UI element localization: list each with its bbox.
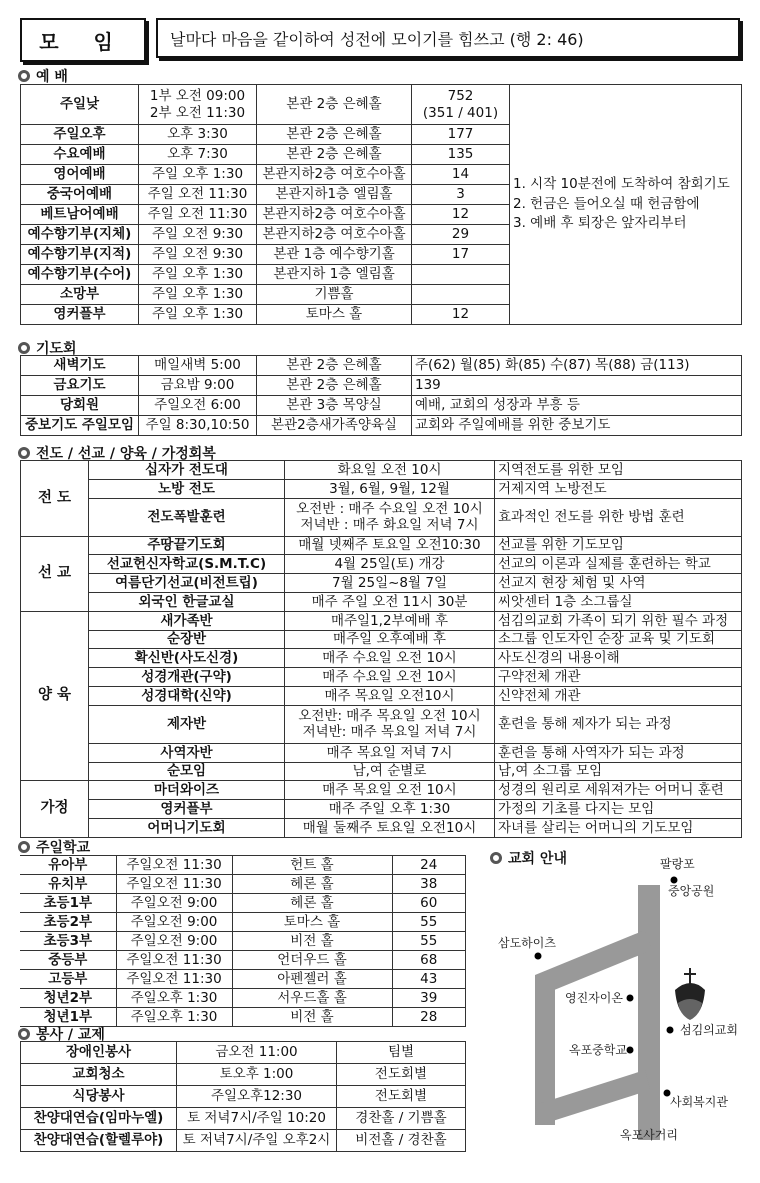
mission-time: 매주 수요일 오전 10시	[285, 668, 495, 687]
mission-name: 새가족반	[89, 611, 285, 630]
ss-time: 주일오전 11:30	[116, 856, 232, 875]
worship-time: 주일 오후 1:30	[139, 285, 257, 305]
worship-place: 토마스 홀	[257, 305, 412, 325]
header-title: 모 임	[39, 29, 127, 54]
mission-desc: 신약전체 개관	[495, 686, 742, 705]
mission-desc: 지역전도를 위한 모임	[495, 461, 742, 480]
sunday-school-row	[20, 913, 466, 932]
worship-time: 주일 오후 1:30	[139, 265, 257, 285]
mission-name: 확신반(사도신경)	[89, 649, 285, 668]
mission-desc: 소그룹 인도자인 순장 교육 및 기도회	[495, 630, 742, 649]
marker-yeongjin	[627, 995, 634, 1002]
worship-title: 예 배	[36, 69, 68, 85]
sunday-school-row	[20, 932, 466, 951]
mission-name: 선교헌신자학교(S.M.T.C)	[89, 555, 285, 574]
worship-name: 영어예배	[21, 165, 139, 185]
ss-count: 55	[392, 932, 466, 951]
service-name: 식당봉사	[21, 1086, 177, 1108]
ss-name: 중등부	[20, 951, 116, 970]
mission-group-label: 양 육	[21, 611, 89, 781]
mission-row	[21, 649, 742, 668]
ss-time: 주일오전 9:00	[116, 894, 232, 913]
mission-row	[21, 479, 742, 498]
service-name: 찬양대연습(할렐루야)	[21, 1130, 177, 1152]
worship-count	[412, 265, 510, 285]
prayer-table	[20, 355, 742, 436]
worship-place: 본관지하2층 여호수아홀	[257, 225, 412, 245]
mission-name: 전도폭발훈련	[89, 498, 285, 536]
label-jungang: 중앙공원	[668, 884, 715, 898]
service-time: 금오전 11:00	[177, 1042, 337, 1064]
mission-row	[21, 611, 742, 630]
mission-row	[21, 630, 742, 649]
prayer-time: 매일새벽 5:00	[139, 356, 257, 376]
sunday-school-row	[20, 970, 466, 989]
worship-name: 예수향기부(지적)	[21, 245, 139, 265]
service-table	[20, 1041, 466, 1152]
worship-time: 오후 3:30	[139, 125, 257, 145]
worship-note: 2. 헌금은 들어오실 때 헌금함에	[513, 195, 700, 212]
mission-name: 순장반	[89, 630, 285, 649]
mission-row	[21, 592, 742, 611]
ss-count: 28	[392, 1008, 466, 1027]
mission-name: 영커플부	[89, 800, 285, 819]
service-row	[21, 1064, 466, 1086]
bullet-icon	[18, 841, 30, 853]
mission-desc: 선교를 위한 기도모임	[495, 536, 742, 555]
mission-group-label: 전 도	[21, 461, 89, 537]
motto-box	[156, 18, 740, 58]
worship-count: 752 (351 / 401)	[412, 85, 510, 125]
map-roads	[535, 885, 660, 1140]
ss-count: 39	[392, 989, 466, 1008]
ss-count: 38	[392, 875, 466, 894]
service-note: 전도회별	[337, 1064, 466, 1086]
label-welfare: 사회복지관	[670, 1095, 728, 1109]
service-time: 토 저녁7시/주일 10:20	[177, 1108, 337, 1130]
prayer-name: 금요기도	[21, 376, 139, 396]
ss-time: 주일오전 11:30	[116, 875, 232, 894]
service-row	[21, 1130, 466, 1152]
ss-time: 주일오전 11:30	[116, 970, 232, 989]
mission-desc: 남,여 소그룹 모임	[495, 762, 742, 781]
ss-name: 청년1부	[20, 1008, 116, 1027]
ss-place: 비전 홀	[232, 1008, 392, 1027]
mission-desc: 선교의 이론과 실제를 훈련하는 학교	[495, 555, 742, 574]
prayer-place: 본관 2층 은혜홀	[257, 356, 412, 376]
worship-time: 주일 오전 9:30	[139, 225, 257, 245]
ss-place: 토마스 홀	[232, 913, 392, 932]
mission-time: 남,여 순별로	[285, 762, 495, 781]
worship-name: 주일낮	[21, 85, 139, 125]
prayer-row	[21, 396, 742, 416]
ss-count: 24	[392, 856, 466, 875]
service-time: 토오후 1:00	[177, 1064, 337, 1086]
mission-row	[21, 818, 742, 837]
mission-time: 3월, 6월, 9월, 12월	[285, 479, 495, 498]
worship-count: 135	[412, 145, 510, 165]
mission-time: 매월 넷째주 토요일 오전10:30	[285, 536, 495, 555]
worship-place: 본관지하1층 엘림홀	[257, 185, 412, 205]
worship-name: 중국어예배	[21, 185, 139, 205]
mission-desc: 효과적인 전도를 위한 방법 훈련	[495, 498, 742, 536]
mission-name: 여름단기선교(비전트립)	[89, 574, 285, 593]
service-time: 주일오후12:30	[177, 1086, 337, 1108]
mission-row	[21, 705, 742, 743]
service-name: 교회청소	[21, 1064, 177, 1086]
worship-time: 주일 오후 1:30	[139, 305, 257, 325]
label-okpo-cross: 옥포사거리	[620, 1128, 678, 1142]
mission-name: 마더와이즈	[89, 781, 285, 800]
ss-time: 주일오후 1:30	[116, 989, 232, 1008]
mission-desc: 거제지역 노방전도	[495, 479, 742, 498]
sunday-school-row	[20, 894, 466, 913]
worship-count: 177	[412, 125, 510, 145]
mission-desc: 훈련을 통해 제자가 되는 과정	[495, 705, 742, 743]
ss-name: 고등부	[20, 970, 116, 989]
sunday-school-table	[20, 855, 466, 1027]
mission-desc: 자녀를 살리는 어머니의 기도모임	[495, 818, 742, 837]
service-name: 장애인봉사	[21, 1042, 177, 1064]
mission-row	[21, 536, 742, 555]
mission-row	[21, 686, 742, 705]
service-row	[21, 1108, 466, 1130]
mission-desc: 사도신경의 내용이해	[495, 649, 742, 668]
mission-group-label: 선 교	[21, 536, 89, 611]
church-logo	[675, 968, 705, 1021]
sunday-school-row	[20, 989, 466, 1008]
prayer-time: 주일오전 6:00	[139, 396, 257, 416]
worship-count: 17	[412, 245, 510, 265]
worship-time: 주일 오전 11:30	[139, 205, 257, 225]
mission-time: 오전반: 매주 목요일 오전 10시 저녁반: 매주 목요일 저녁 7시	[285, 705, 495, 743]
road-main-vertical	[638, 885, 660, 1140]
bullet-icon	[18, 70, 30, 82]
mission-time: 매주 수요일 오전 10시	[285, 649, 495, 668]
ss-place: 언더우드 홀	[232, 951, 392, 970]
mission-time: 매월 둘째주 토요일 오전10시	[285, 818, 495, 837]
prayer-place: 본관2층새가족양육실	[257, 416, 412, 436]
prayer-row	[21, 376, 742, 396]
mission-name: 성경대학(신약)	[89, 686, 285, 705]
ss-count: 43	[392, 970, 466, 989]
ss-name: 초등3부	[20, 932, 116, 951]
ss-place: 서우드홀 홀	[232, 989, 392, 1008]
service-name: 찬양대연습(임마누엘)	[21, 1108, 177, 1130]
worship-time: 오후 7:30	[139, 145, 257, 165]
worship-note: 3. 예배 후 퇴장은 앞자리부터	[513, 215, 687, 232]
mission-name: 성경개관(구약)	[89, 668, 285, 687]
worship-place: 본관 1층 예수향기홀	[257, 245, 412, 265]
service-note: 팀별	[337, 1042, 466, 1064]
worship-notes	[510, 85, 742, 325]
ss-name: 유아부	[20, 856, 116, 875]
prayer-name: 새벽기도	[21, 356, 139, 376]
ss-place: 헤론 홀	[232, 875, 392, 894]
mission-row	[21, 555, 742, 574]
worship-time: 주일 오전 11:30	[139, 185, 257, 205]
ss-time: 주일오전 9:00	[116, 913, 232, 932]
label-palrangpo: 팔랑포	[660, 857, 695, 871]
worship-count: 29	[412, 225, 510, 245]
sunday-school-row	[20, 875, 466, 894]
service-note: 비전홀 / 경찬홀	[337, 1130, 466, 1152]
worship-place: 본관 2층 은혜홀	[257, 85, 412, 125]
prayer-note: 주(62) 월(85) 화(85) 수(87) 목(88) 금(113)	[412, 356, 742, 376]
mission-desc: 성경의 원리로 세워져가는 어머니 훈련	[495, 781, 742, 800]
label-church: 섬김의교회	[680, 1023, 738, 1037]
mission-time: 매주 목요일 오전10시	[285, 686, 495, 705]
mission-time: 매주 목요일 오전 10시	[285, 781, 495, 800]
worship-table	[20, 84, 742, 325]
ss-place: 비전 홀	[232, 932, 392, 951]
mission-name: 십자가 전도대	[89, 461, 285, 480]
ss-time: 주일오후 1:30	[116, 1008, 232, 1027]
mission-name: 어머니기도회	[89, 818, 285, 837]
mission-time: 7월 25일~8월 7일	[285, 574, 495, 593]
ss-name: 초등1부	[20, 894, 116, 913]
service-row	[21, 1042, 466, 1064]
mission-row	[21, 762, 742, 781]
mission-row	[21, 743, 742, 762]
sunday-school-title: 주일학교	[36, 840, 91, 856]
worship-name: 수요예배	[21, 145, 139, 165]
marker-jungang	[671, 877, 678, 884]
worship-place: 본관 2층 은혜홀	[257, 145, 412, 165]
mission-name: 주땅끝기도회	[89, 536, 285, 555]
ss-place: 헌트 홀	[232, 856, 392, 875]
mission-desc: 씨앗센터 1층 소그룹실	[495, 592, 742, 611]
service-row	[21, 1086, 466, 1108]
ss-time: 주일오전 9:00	[116, 932, 232, 951]
marker-samdo	[535, 953, 542, 960]
service-title: 봉사 / 교제	[36, 1027, 105, 1043]
mission-row	[21, 498, 742, 536]
worship-name: 베트남어예배	[21, 205, 139, 225]
prayer-name: 당회원	[21, 396, 139, 416]
marker-church	[667, 1027, 674, 1034]
ss-name: 유치부	[20, 875, 116, 894]
worship-section-title	[18, 66, 68, 86]
marker-okpo-ms	[627, 1047, 634, 1054]
worship-row	[21, 85, 742, 125]
worship-place: 본관지하 1층 엘림홀	[257, 265, 412, 285]
bullet-icon	[18, 1028, 30, 1040]
prayer-note: 교회와 주일예배를 위한 중보기도	[412, 416, 742, 436]
sunday-school-row	[20, 951, 466, 970]
worship-name: 소망부	[21, 285, 139, 305]
label-okpo-ms: 옥포중학교	[569, 1043, 627, 1057]
prayer-row	[21, 356, 742, 376]
prayer-note: 139	[412, 376, 742, 396]
section-header-box	[20, 18, 146, 62]
ss-place: 아펜젤러 홀	[232, 970, 392, 989]
motto-text: 날마다 마음을 같이하여 성전에 모이기를 힘쓰고 (행 2: 46)	[170, 29, 584, 49]
sunday-school-row	[20, 856, 466, 875]
worship-time: 주일 오전 9:30	[139, 245, 257, 265]
prayer-place: 본관 3층 목양실	[257, 396, 412, 416]
mission-time: 매주일1,2부예배 후	[285, 611, 495, 630]
worship-place: 본관지하2층 여호수아홀	[257, 205, 412, 225]
prayer-name: 중보기도 주일모임	[21, 416, 139, 436]
mission-row	[21, 668, 742, 687]
mission-time: 매주 주일 오후 1:30	[285, 800, 495, 819]
prayer-note: 예배, 교회의 성장과 부흥 등	[412, 396, 742, 416]
mission-row	[21, 461, 742, 480]
ss-name: 초등2부	[20, 913, 116, 932]
ss-count: 68	[392, 951, 466, 970]
worship-note: 1. 시작 10분전에 도착하여 참회기도	[513, 176, 730, 193]
mission-row	[21, 781, 742, 800]
mission-name: 제자반	[89, 705, 285, 743]
mission-name: 사역자반	[89, 743, 285, 762]
mission-desc: 선교지 현장 체험 및 사역	[495, 574, 742, 593]
bullet-icon	[18, 447, 30, 459]
mission-title: 전도 / 선교 / 양육 / 가정회복	[36, 446, 216, 462]
service-note: 경찬홀 / 기쁨홀	[337, 1108, 466, 1130]
worship-place: 기쁨홀	[257, 285, 412, 305]
worship-name: 예수향기부(수어)	[21, 265, 139, 285]
map-title: 교회 안내	[508, 851, 567, 867]
ss-count: 60	[392, 894, 466, 913]
sunday-school-section-title	[18, 837, 90, 857]
mission-desc: 구약전체 개관	[495, 668, 742, 687]
mission-time: 오전반 : 매주 수요일 오전 10시 저녁반 : 매주 화요일 저녁 7시	[285, 498, 495, 536]
mission-time: 매주일 오후예배 후	[285, 630, 495, 649]
prayer-time: 주일 8:30,10:50	[139, 416, 257, 436]
bullet-icon	[18, 342, 30, 354]
mission-name: 순모임	[89, 762, 285, 781]
mission-time: 매주 주일 오전 11시 30분	[285, 592, 495, 611]
ss-name: 청년2부	[20, 989, 116, 1008]
mission-group-label: 가정	[21, 781, 89, 837]
worship-time: 1부 오전 09:00 2부 오전 11:30	[139, 85, 257, 125]
mission-time: 매주 목요일 저녁 7시	[285, 743, 495, 762]
service-note: 전도회별	[337, 1086, 466, 1108]
mission-row	[21, 800, 742, 819]
worship-time: 주일 오후 1:30	[139, 165, 257, 185]
worship-place: 본관지하2층 여호수아홀	[257, 165, 412, 185]
prayer-title: 기도회	[36, 341, 77, 357]
ss-count: 55	[392, 913, 466, 932]
mission-desc: 훈련을 통해 사역자가 되는 과정	[495, 743, 742, 762]
worship-count	[412, 285, 510, 305]
mission-table	[20, 460, 742, 838]
label-samdo: 삼도하이츠	[498, 936, 556, 950]
worship-count: 12	[412, 305, 510, 325]
worship-count: 14	[412, 165, 510, 185]
mission-name: 외국인 한글교실	[89, 592, 285, 611]
worship-place: 본관 2층 은혜홀	[257, 125, 412, 145]
prayer-time: 금요밤 9:00	[139, 376, 257, 396]
worship-count: 3	[412, 185, 510, 205]
mission-name: 노방 전도	[89, 479, 285, 498]
label-yeongjin: 영진자이온	[565, 991, 623, 1005]
mission-desc: 가정의 기초를 다지는 모임	[495, 800, 742, 819]
worship-name: 주일오후	[21, 125, 139, 145]
ss-place: 헤론 홀	[232, 894, 392, 913]
ss-time: 주일오전 11:30	[116, 951, 232, 970]
mission-time: 화요일 오전 10시	[285, 461, 495, 480]
worship-name: 영커플부	[21, 305, 139, 325]
worship-count: 12	[412, 205, 510, 225]
mission-time: 4월 25일(토) 개강	[285, 555, 495, 574]
prayer-place: 본관 2층 은혜홀	[257, 376, 412, 396]
mission-row	[21, 574, 742, 593]
service-time: 토 저녁7시/주일 오후2시	[177, 1130, 337, 1152]
worship-name: 예수향기부(지체)	[21, 225, 139, 245]
prayer-row	[21, 416, 742, 436]
church-map	[480, 845, 750, 1155]
mission-desc: 섬김의교회 가족이 되기 위한 필수 과정	[495, 611, 742, 630]
